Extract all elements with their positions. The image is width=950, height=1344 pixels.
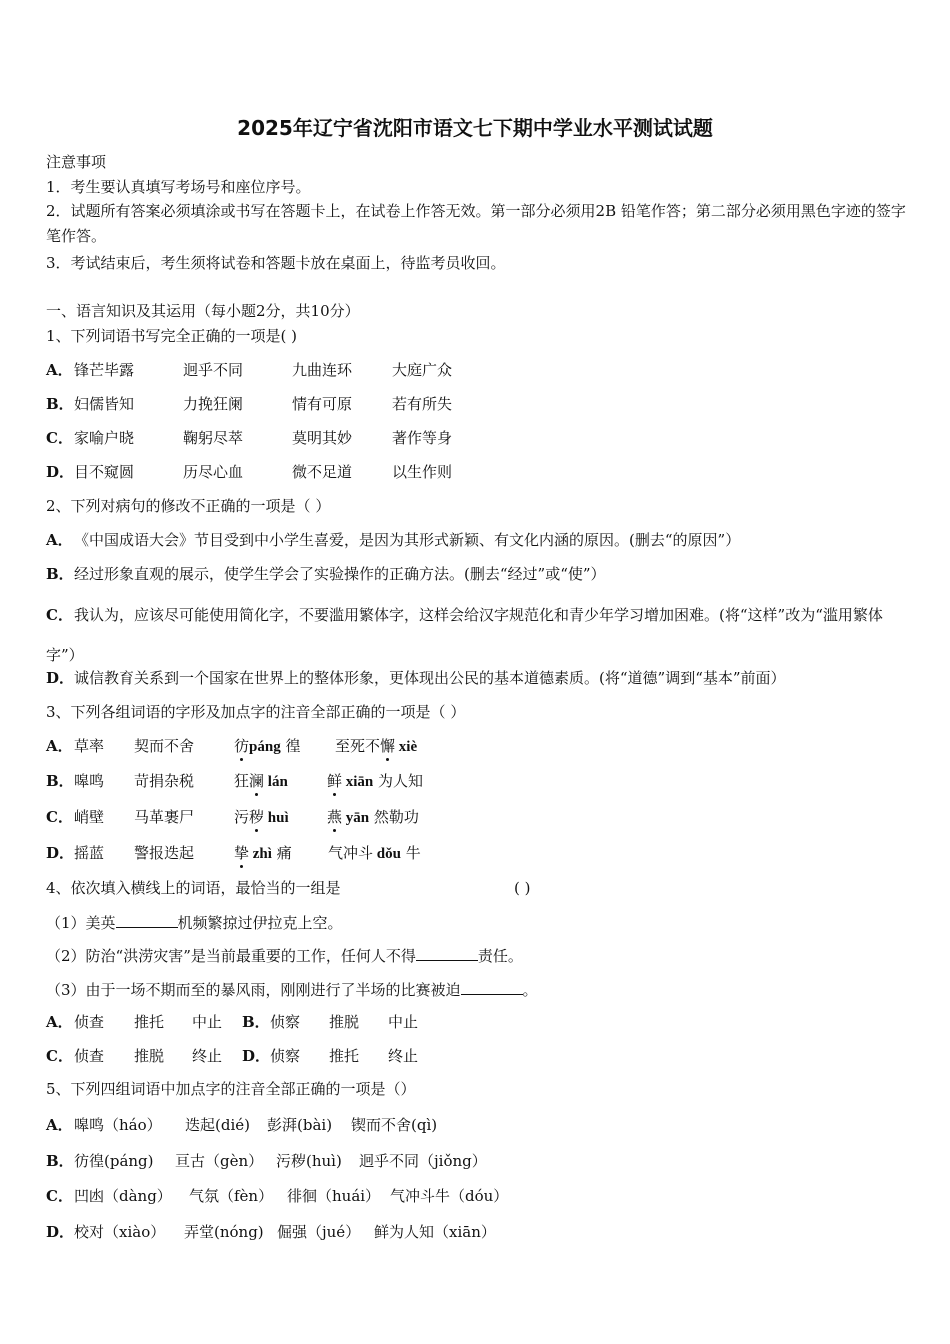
option-word: 徘徊（huái）	[287, 1187, 381, 1205]
option-word: 草率	[74, 737, 105, 755]
question-5-stem: 5、下列四组词语中加点字的注音全部正确的一项是（）	[46, 1080, 416, 1098]
question-4-item-3	[46, 980, 538, 999]
item-text: （3）由于一场不期而至的暴风雨，刚刚进行了半场的比赛被迫	[46, 981, 461, 999]
option-label: B．	[46, 772, 74, 790]
option-word: 锲而不舍(qì)	[351, 1116, 438, 1134]
option-word: 情有可原	[292, 395, 353, 413]
pinyin: xiān	[342, 774, 374, 790]
option-word: 契而不舍	[134, 737, 195, 755]
question-4-item-1	[46, 913, 343, 932]
option-word: 侦察	[270, 1047, 301, 1065]
pinyin: huì	[264, 810, 289, 826]
option-word: 迭起(dié)	[185, 1116, 250, 1134]
pinyin: zhì	[249, 846, 272, 862]
dotted-char: 彷	[234, 737, 250, 755]
dotted-char: 秽	[249, 808, 265, 826]
question-5-option-d	[46, 1223, 906, 1241]
question-1-option-d	[46, 463, 906, 481]
option-label: A．	[46, 737, 73, 755]
option-word: 中止	[192, 1013, 223, 1031]
fill-blank	[416, 946, 478, 961]
pinyin: xiè	[395, 739, 418, 755]
word-part: 为人知	[373, 772, 424, 790]
option-word: 摇蓝	[74, 844, 105, 862]
question-3-option-c	[46, 808, 906, 826]
option-word: 推脱	[329, 1013, 360, 1031]
option-word: 侦查	[74, 1013, 105, 1031]
question-3-option-b	[46, 772, 906, 790]
item-text: （2）防治“洪涝灾害”是当前最重要的工作，任何人不得	[46, 947, 416, 965]
option-word: 气氛（fèn）	[189, 1187, 274, 1205]
question-4-stem-row	[46, 879, 906, 897]
word-part: 污	[234, 808, 250, 826]
dotted-char: 澜	[249, 772, 265, 790]
question-4-options-cd	[46, 1047, 906, 1065]
question-2-option-d	[46, 669, 786, 687]
dotted-char: 燕	[327, 808, 343, 826]
notice-item-1: 1．考生要认真填写考场号和座位序号。	[46, 178, 311, 196]
option-word: 侦查	[74, 1047, 105, 1065]
option-word: 终止	[388, 1047, 419, 1065]
question-1-option-c	[46, 429, 906, 447]
word-part: 牛	[400, 844, 421, 862]
pinyin: dǒu	[373, 846, 401, 862]
item-text: 。	[522, 981, 538, 999]
option-word: 莫明其妙	[292, 429, 353, 447]
option-word: 校对（xiào）	[74, 1223, 166, 1241]
option-word: 著作等身	[392, 429, 453, 447]
option-word: 马革裹尸	[134, 808, 195, 826]
option-label: A．	[46, 1116, 73, 1134]
item-text: 责任。	[477, 947, 523, 965]
option-label: C．	[46, 429, 73, 447]
notice-item-3: 3．考试结束后，考生须将试卷和答题卡放在桌面上，待监考员收回。	[46, 254, 506, 272]
answer-parentheses: ( )	[514, 879, 531, 897]
option-word: 峭壁	[74, 808, 105, 826]
notice-item-2: 2．试题所有答案必须填涂或书写在答题卡上，在试卷上作答无效。第一部分必须用2B 铅笔作答；第二部分必须用黑色字迹的签字笔作答。	[46, 202, 906, 245]
option-word: 倔强（jué）	[277, 1223, 361, 1241]
option-word: 目不窥圆	[74, 463, 135, 481]
option-word: 历尽心血	[183, 463, 244, 481]
option-word-pinyin	[234, 772, 288, 791]
fill-blank	[116, 913, 178, 928]
question-4-options-ab	[46, 1013, 906, 1031]
option-label: B．	[46, 565, 74, 583]
option-word-pinyin	[327, 808, 419, 827]
dotted-char: 懈	[380, 737, 396, 755]
option-label: B．	[46, 1152, 74, 1170]
fill-blank	[461, 980, 523, 995]
option-word: 中止	[388, 1013, 419, 1031]
option-word: 凹凼（dàng）	[74, 1187, 172, 1205]
option-label: D．	[46, 669, 75, 687]
option-label: B．	[242, 1013, 270, 1031]
question-2-option-b	[46, 565, 606, 583]
notice-heading: 注意事项	[46, 153, 107, 171]
option-text: 诚信教育关系到一个国家在世界上的整体形象，更体现出公民的基本道德素质。(将“道德”调到“基本”前面）	[74, 669, 786, 687]
option-text: 经过形象直观的展示，使学生学会了实验操作的正确方法。(删去“经过”或“使”）	[74, 565, 606, 583]
question-5-option-a	[46, 1116, 906, 1134]
option-word: 家喻户晓	[74, 429, 135, 447]
question-3-option-a	[46, 737, 906, 755]
option-word: 侦察	[270, 1013, 301, 1031]
option-word: 鞠躬尽萃	[183, 429, 244, 447]
option-word-pinyin	[234, 844, 292, 863]
option-word: 嗥鸣（háo）	[74, 1116, 162, 1134]
option-word: 力挽狂阑	[183, 395, 244, 413]
option-word: 苛捐杂税	[134, 772, 195, 790]
question-2-option-c	[46, 595, 908, 675]
pinyin: lán	[264, 774, 288, 790]
option-word: 弄堂(nóng)	[184, 1223, 264, 1241]
option-text: 我认为，应该尽可能使用简化字，不要滥用繁体字，这样会给汉字规范化和青少年学习增加困难。(将“这样”改为“滥用繁体字”）	[46, 606, 883, 664]
word-part: 然勒功	[369, 808, 419, 826]
page-title: 2025年辽宁省沈阳市语文七下期中学业水平测试试题	[237, 116, 713, 140]
pinyin: páng	[249, 739, 281, 755]
option-word-pinyin	[328, 844, 421, 863]
option-label: C．	[46, 1187, 73, 1205]
option-word-pinyin	[234, 808, 289, 827]
option-word: 以生作则	[392, 463, 453, 481]
question-1-stem: 1、下列词语书写完全正确的一项是( )	[46, 327, 298, 345]
item-text: 机频繁掠过伊拉克上空。	[177, 914, 343, 932]
option-word: 彷徨(páng)	[74, 1152, 154, 1170]
option-word: 迥乎不同（jiǒng）	[359, 1152, 487, 1170]
dotted-char: 挚	[234, 844, 250, 862]
option-word: 污秽(huì)	[276, 1152, 342, 1170]
option-word: 鲜为人知（xiān）	[374, 1223, 496, 1241]
option-label: A．	[46, 1013, 73, 1031]
option-word: 嗥鸣	[74, 772, 105, 790]
option-label: D．	[46, 844, 75, 862]
option-word: 彭湃(bài)	[267, 1116, 333, 1134]
option-word: 亘古（gèn）	[175, 1152, 264, 1170]
option-word: 锋芒毕露	[74, 361, 135, 379]
question-5-option-c	[46, 1187, 906, 1205]
word-part: 徨	[280, 737, 301, 755]
pinyin: yān	[342, 810, 370, 826]
option-word: 推托	[329, 1047, 360, 1065]
option-word-pinyin	[234, 737, 300, 756]
option-word: 推脱	[134, 1047, 165, 1065]
option-word-pinyin	[327, 772, 423, 791]
option-label: C．	[46, 808, 73, 826]
option-word: 气冲斗牛（dóu）	[390, 1187, 509, 1205]
option-word: 迥乎不同	[183, 361, 244, 379]
word-part: 气冲斗	[328, 844, 374, 862]
option-label: D．	[46, 463, 75, 481]
word-part: 至死不	[335, 737, 381, 755]
option-label: C．	[46, 606, 73, 624]
option-label: A．	[46, 361, 73, 379]
question-3-stem: 3、下列各组词语的字形及加点字的注音全部正确的一项是（ ）	[46, 703, 466, 721]
word-part: 痛	[271, 844, 292, 862]
option-label: D．	[242, 1047, 271, 1065]
section-heading: 一、语言知识及其运用（每小题2分，共10分）	[46, 302, 360, 320]
option-word: 妇儒皆知	[74, 395, 135, 413]
question-3-option-d	[46, 844, 906, 862]
option-label: A．	[46, 531, 73, 549]
question-1-option-b	[46, 395, 906, 413]
option-word-pinyin	[335, 737, 417, 756]
option-label: B．	[46, 395, 74, 413]
option-word: 大庭广众	[392, 361, 453, 379]
dotted-char: 鲜	[327, 772, 343, 790]
option-word: 微不足道	[292, 463, 353, 481]
question-4-item-2	[46, 946, 523, 965]
option-label: C．	[46, 1047, 73, 1065]
option-label: D．	[46, 1223, 75, 1241]
word-part: 狂	[234, 772, 250, 790]
option-text: 《中国成语大会》节目受到中小学生喜爱，是因为其形式新颖、有文化内涵的原因。(删去“的原因”）	[74, 531, 741, 549]
question-4-stem: 4、依次填入横线上的词语，最恰当的一组是	[46, 879, 341, 897]
option-word: 若有所失	[392, 395, 453, 413]
question-2-stem: 2、下列对病句的修改不正确的一项是（ ）	[46, 497, 331, 515]
question-5-option-b	[46, 1152, 906, 1170]
item-text: （1）美英	[46, 914, 116, 932]
option-word: 推托	[134, 1013, 165, 1031]
option-word: 警报迭起	[134, 844, 195, 862]
question-2-option-a	[46, 531, 740, 549]
option-word: 九曲连环	[292, 361, 353, 379]
question-1-option-a	[46, 361, 906, 379]
option-word: 终止	[192, 1047, 223, 1065]
